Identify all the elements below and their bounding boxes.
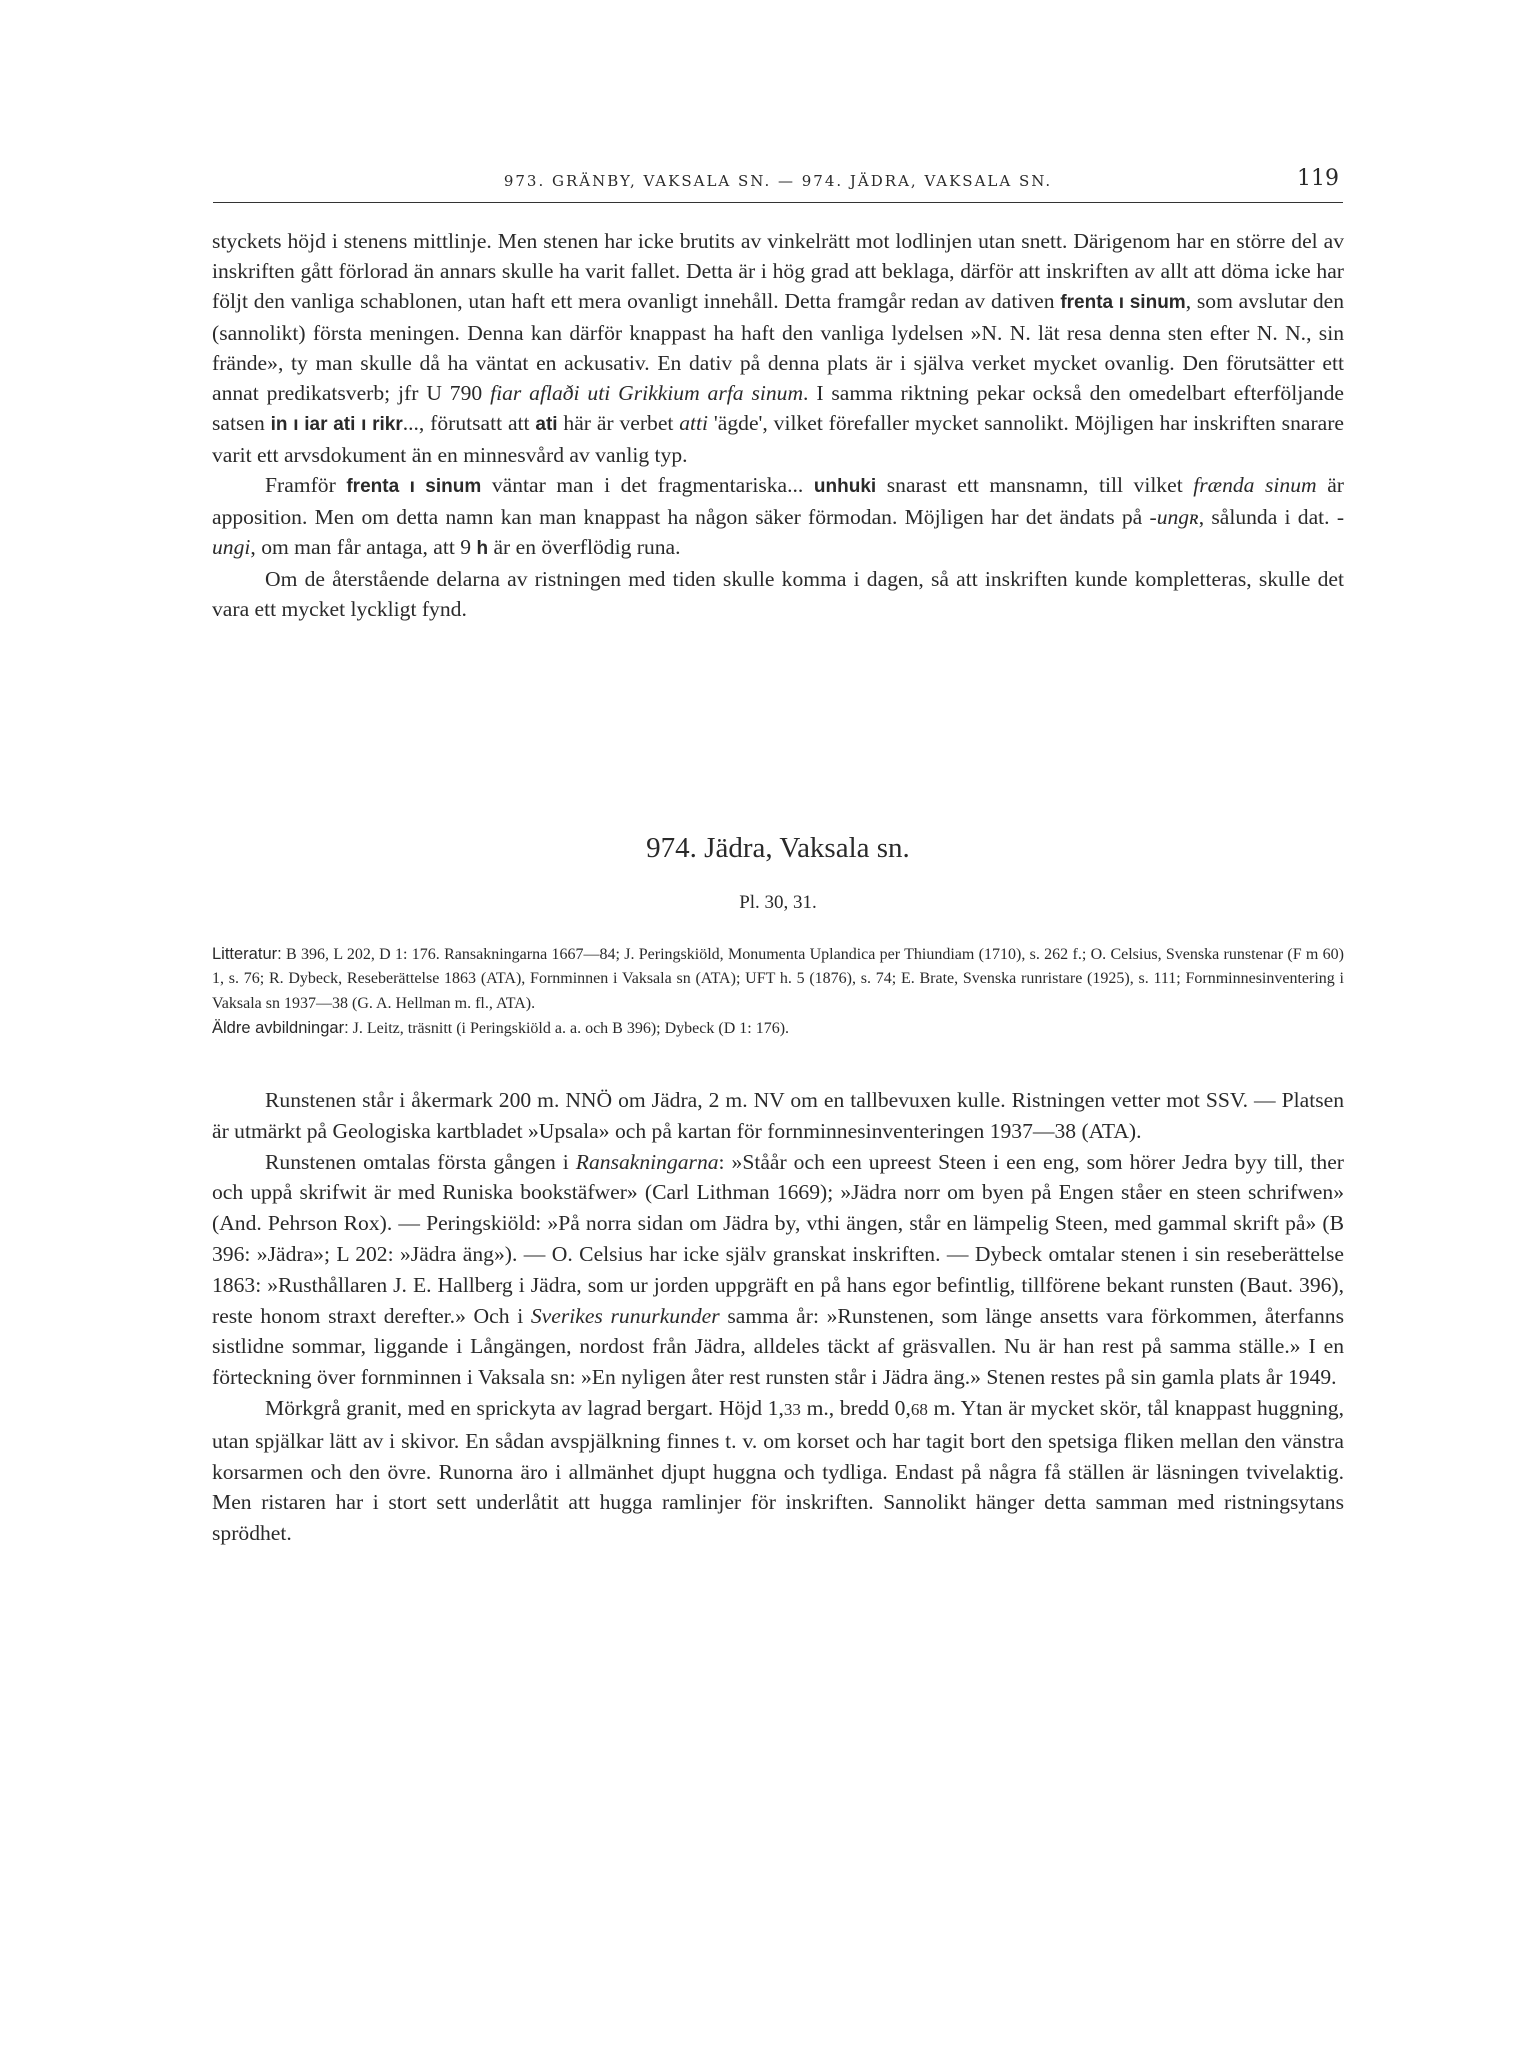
page-number: 119 [1297, 166, 1339, 191]
decimal-digits: 68 [910, 1399, 928, 1419]
older-illustrations-label: Äldre avbildningar: [212, 1019, 349, 1038]
paragraph: Runstenen står i åkermark 200 m. NNÖ om Jädra, 2 m. NV om en tallbevuxen kulle. Ristningen vetter mot SSV. — Platsen är utmärkt på Geologiska kartbladet »Upsala» och på kartan för fornminnesinventeringen 1937—38 (ATA). [212, 1088, 1344, 1143]
runic-transliteration: frenta ı sinum [346, 476, 482, 497]
italic-title: Sverikes runurkunder [530, 1303, 720, 1328]
plate-reference: Pl. 30, 31. [739, 892, 817, 913]
italic-word: -ungʀ [1149, 505, 1199, 529]
section-974-body [212, 1085, 1344, 1549]
decimal-digits: 33 [783, 1399, 801, 1419]
paragraph: Runstenen omtalas första gången i Ransakningarna: »Ståår och een upreest Steen i een eng, som hörer Jedra byy till, ther och uppå skrifwit är med Runiska bookstäfwer» (Carl Lithman 1669); »Jädra norr om byen på Engen ståer en steen schrifwen» (And. Pehrson Rox). — Peringskiöld: »På norra sidan om Jädra by, vthi ängen, står en lämpelig Steen, med gammal skrift på» (B 396: »Jädra»; L 202: »Jädra äng»). — O. Celsius har icke själv granskat inskriften. — Dybeck omtalar stenen i sin reseberättelse 1863: »Rusthållaren J. E. Hallberg i Jädra, som ur jorden uppgräft en på hans egor befintlig, tillförene bekant runsten (Baut. 396), reste honom straxt derefter.» Och i Sverikes runurkunder samma år: »Runstenen, som länge ansetts vara förkommen, återfanns sistlidne sommar, liggande i Långängen, nordost från Jädra, alldeles täckt af gräsvallen. Nu är han rest på samma ställe.» I en förteckning över fornminnen i Vaksala sn: »En nyligen åter rest runsten står i Jädra äng.» Stenen restes på sin gamla plats år 1949. [212, 1149, 1345, 1390]
paragraph: Framför frenta ı sinum väntar man i det fragmentariska... unhuki snarast ett mansnamn, till vilket frænda sinum är apposition. Men om detta namn kan man knappast ha någon säker förmodan. Möjligen har det ändats på -ungʀ, sålunda i dat. -ungi, om man får antaga, att 9 h är en överflödig runa. [212, 473, 1345, 559]
page-header [213, 166, 1343, 203]
runic-transliteration: ati [535, 414, 558, 435]
literature-label: Litteratur: [212, 945, 282, 963]
section-973-body [212, 226, 1344, 624]
italic-word: atti [679, 411, 709, 435]
italic-word: -ungi [212, 505, 1345, 559]
older-illustrations-text: J. Leitz, träsnitt (i Peringskiöld a. a. och B 396); Dybeck (D 1: 176). [352, 1020, 790, 1038]
italic-title: Ransakningarna [575, 1149, 719, 1174]
runic-transliteration: frenta ı sinum [1060, 292, 1186, 313]
paragraph: Om de återstående delarna av ristningen med tiden skulle komma i dagen, så att inskriften kunde kompletteras, skulle det vara ett mycket lyckligt fynd. [212, 567, 1344, 621]
running-title: 973. GRÄNBY, VAKSALA SN. — 974. JÄDRA, VAKSALA SN. [503, 172, 1053, 190]
runic-transliteration: h [476, 538, 489, 559]
italic-quote: frænda sinum [1193, 473, 1317, 497]
italic-quote: fiar aflaði uti Grikkium arfa sinum [490, 381, 804, 405]
bibliography [212, 942, 1344, 1042]
paragraph: Mörkgrå granit, med en sprickyta av lagrad bergart. Höjd 1,33 m., bredd 0,68 m. Ytan är mycket skör, tål knappast huggning, utan spjälkar lätt av i skivor. En sådan avspjälkning finnes t. v. om korset och har tagit bort den spetsiga fliken mellan den vänstra korsarmen och den övre. Runorna äro i allmänhet djupt huggna och tydliga. Endast på några få ställen är läsningen tvivelaktig. Men ristaren har i stort sett underlåtit att hugga ramlinjer för inskriften. Sannolikt hänger detta samman med ristningsytans sprödhet. [212, 1395, 1344, 1546]
literature-text: B 396, L 202, D 1: 176. Ransakningarna 1667—84; J. Peringskiöld, Monumenta Uplandica per Thiundiam (1710), s. 262 f.; O. Celsius, Svenska runstenar (F m 60) 1, s. 76; R. Dybeck, Reseberättelse 1863 (ATA), Fornminnen i Vaksala sn (ATA); UFT h. 5 (1876), s. 74; E. Brate, Svenska runristare (1925), s. 111; Fornminnesinventering i Vaksala sn 1937—38 (G. A. Hellman m. fl., ATA). [212, 946, 1345, 1012]
older-illustrations-entry [212, 1016, 1344, 1041]
section-title: 974. Jädra, Vaksala sn. [646, 832, 910, 864]
runic-transliteration: unhuki [813, 476, 877, 497]
runic-transliteration: in ı iar ati ı rikr [270, 414, 403, 435]
literature-entry [212, 942, 1344, 1016]
paragraph: styckets höjd i stenens mittlinje. Men stenen har icke brutits av vinkelrätt mot lodlinjen utan snett. Därigenom har en större del av inskriften gått förlorad än annars skulle ha varit fallet. Detta är i hög grad att beklaga, därför att inskriften av allt att döma icke har följt den vanliga schablonen, utan haft ett mera ovanligt innehåll. Detta framgår redan av dativen frenta ı sinum, som avslutar den (sannolikt) första meningen. Denna kan därför knappast ha haft den vanliga lydelsen »N. N. lät resa denna sten efter N. N., sin frände», ty man skulle då ha väntat en ackusativ. En dativ på denna plats är i själva verket mycket ovanlig. Den förutsätter ett annat predikatsverb; jfr U 790 fiar aflaði uti Grikkium arfa sinum. I samma riktning pekar också den omedelbart efterföljande satsen in ı iar ati ı rikr..., förutsatt att ati här är verbet atti 'ägde', vilket förefaller mycket sannolikt. Möjligen har inskriften snarare varit ett arvsdokument än en minnesvård av vanlig typ. [212, 229, 1345, 467]
